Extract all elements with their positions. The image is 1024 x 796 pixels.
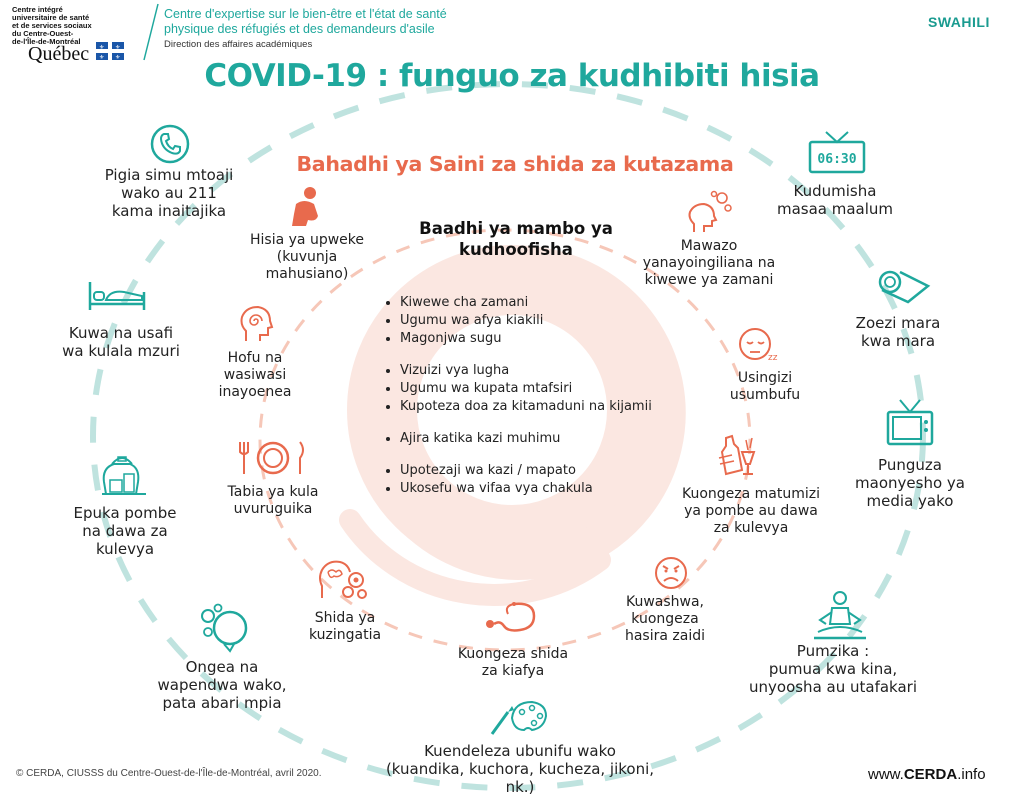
meditation-icon bbox=[812, 590, 868, 642]
angry-face-icon bbox=[654, 556, 688, 590]
header-divider bbox=[140, 2, 160, 62]
sign-usingizi: Usingizi usumbufu bbox=[729, 370, 801, 403]
sign-kuzingatia: Shida ya kuzingatia bbox=[308, 610, 382, 643]
sign-upweke: Hisia ya upweke (kuvunja mahusiano) bbox=[250, 232, 364, 282]
list-item: • Kupoteza doa za kitamaduni na kijamii bbox=[400, 398, 702, 416]
tip-ubunifu: Kuendeleza ubunifu wako (kuandika, kuchora, kucheza, jikoni, nk.) bbox=[385, 742, 655, 796]
centre-department: Direction des affaires académiques bbox=[164, 39, 313, 50]
head-thoughts-icon bbox=[688, 190, 732, 234]
palette-icon bbox=[488, 698, 548, 738]
list-item: • Vizuizi vya lugha bbox=[400, 362, 702, 380]
clock-text: 06:30 bbox=[817, 152, 857, 167]
stethoscope-icon bbox=[484, 600, 540, 640]
head-gears-icon bbox=[318, 558, 368, 600]
sign-pombe: Kuongeza matumizi ya pombe au dawa za kulevya bbox=[681, 486, 821, 536]
list-item: • Ugumu wa afya kiakili bbox=[400, 312, 702, 330]
page-title: COVID-19 : funguo za kudhibiti hisia bbox=[204, 58, 820, 94]
tip-masaa: Kudumisha masaa maalum bbox=[776, 182, 894, 218]
svg-text:⚜: ⚜ bbox=[99, 54, 105, 61]
sign-mawazo: Mawazo yanayoingiliana na kiwewe ya zamani bbox=[642, 238, 776, 288]
list-item: • Magonjwa sugu bbox=[400, 330, 702, 348]
svg-text:⚜: ⚜ bbox=[99, 44, 105, 51]
sign-kula: Tabia ya kula uvuruguika bbox=[227, 484, 319, 517]
svg-text:⚜: ⚜ bbox=[115, 54, 121, 61]
sign-hofu: Hofu na wasiwasi inayoenea bbox=[218, 350, 292, 400]
tip-simu: Pigia simu mtoaji wako au 211 kama inaitajika bbox=[104, 166, 234, 220]
lonely-person-icon bbox=[286, 186, 326, 228]
phone-icon bbox=[150, 124, 190, 164]
tip-usafi: Kuwa na usafi wa kulala mzuri bbox=[62, 324, 180, 360]
tip-pumzika: Pumzika : pumua kwa kina, unyoosha au utafakari bbox=[749, 642, 917, 696]
list-item: • Ukosefu wa vifaa vya chakula bbox=[400, 480, 702, 498]
centre-name: Centre d'expertise sur le bien-être et l'état de santé physique des réfugiés et des demandeurs d'asile bbox=[164, 7, 447, 36]
page-subtitle: Bahadhi ya Saini za shida za kutazama bbox=[296, 152, 734, 176]
plate-cutlery-icon bbox=[238, 440, 308, 476]
svg-text:⚜: ⚜ bbox=[115, 44, 121, 51]
sign-kuwashwa: Kuwashwa, kuongeza hasira zaidi bbox=[624, 594, 705, 644]
list-item: • Upotezaji wa kazi / mapato bbox=[400, 462, 702, 480]
tip-ongea: Ongea na wapendwa wako, pata abari mpia bbox=[157, 658, 287, 712]
clock-icon bbox=[808, 130, 866, 174]
list-item: • Ajira katika kazi muhimu bbox=[400, 430, 702, 448]
org-name: Centre intégré universitaire de santé et de services sociaux du Centre-Ouest- de-l'Île-de-Montréal bbox=[12, 5, 92, 46]
copyright: © CERDA, CIUSSS du Centre-Ouest-de-l'Île-de-Montréal, avril 2020. bbox=[16, 768, 322, 779]
language-label: SWAHILI bbox=[928, 14, 990, 30]
kettle-icon bbox=[100, 452, 148, 496]
speech-bubbles-icon bbox=[200, 604, 252, 652]
tip-punguza: Punguza maonyesho ya media yako bbox=[855, 456, 965, 510]
tip-zoezi: Zoezi mara kwa mara bbox=[855, 314, 941, 350]
website-link[interactable]: www.CERDA.info bbox=[868, 766, 986, 783]
quebec-logo-text: Québec bbox=[28, 43, 90, 65]
sleepy-face-icon bbox=[738, 326, 778, 362]
bed-icon bbox=[88, 280, 146, 312]
center-heading: Baadhi ya mambo ya kudhoofisha bbox=[419, 219, 613, 259]
sign-kiafya: Kuongeza shida za kiafya bbox=[457, 646, 569, 679]
bottle-glass-icon bbox=[712, 434, 756, 480]
list-item: • Ugumu wa kupata mtafsiri bbox=[400, 380, 702, 398]
list-item: • Kiwewe cha zamani bbox=[400, 294, 702, 312]
risk-factors-list bbox=[382, 294, 702, 498]
yoga-mat-icon bbox=[878, 268, 930, 304]
tv-icon bbox=[886, 398, 934, 448]
svg-text:zz: zz bbox=[768, 353, 778, 363]
quebec-flag-icon bbox=[96, 42, 124, 60]
brain-spiral-icon bbox=[238, 305, 274, 343]
tip-epuka: Epuka pombe na dawa za kulevya bbox=[73, 504, 177, 558]
